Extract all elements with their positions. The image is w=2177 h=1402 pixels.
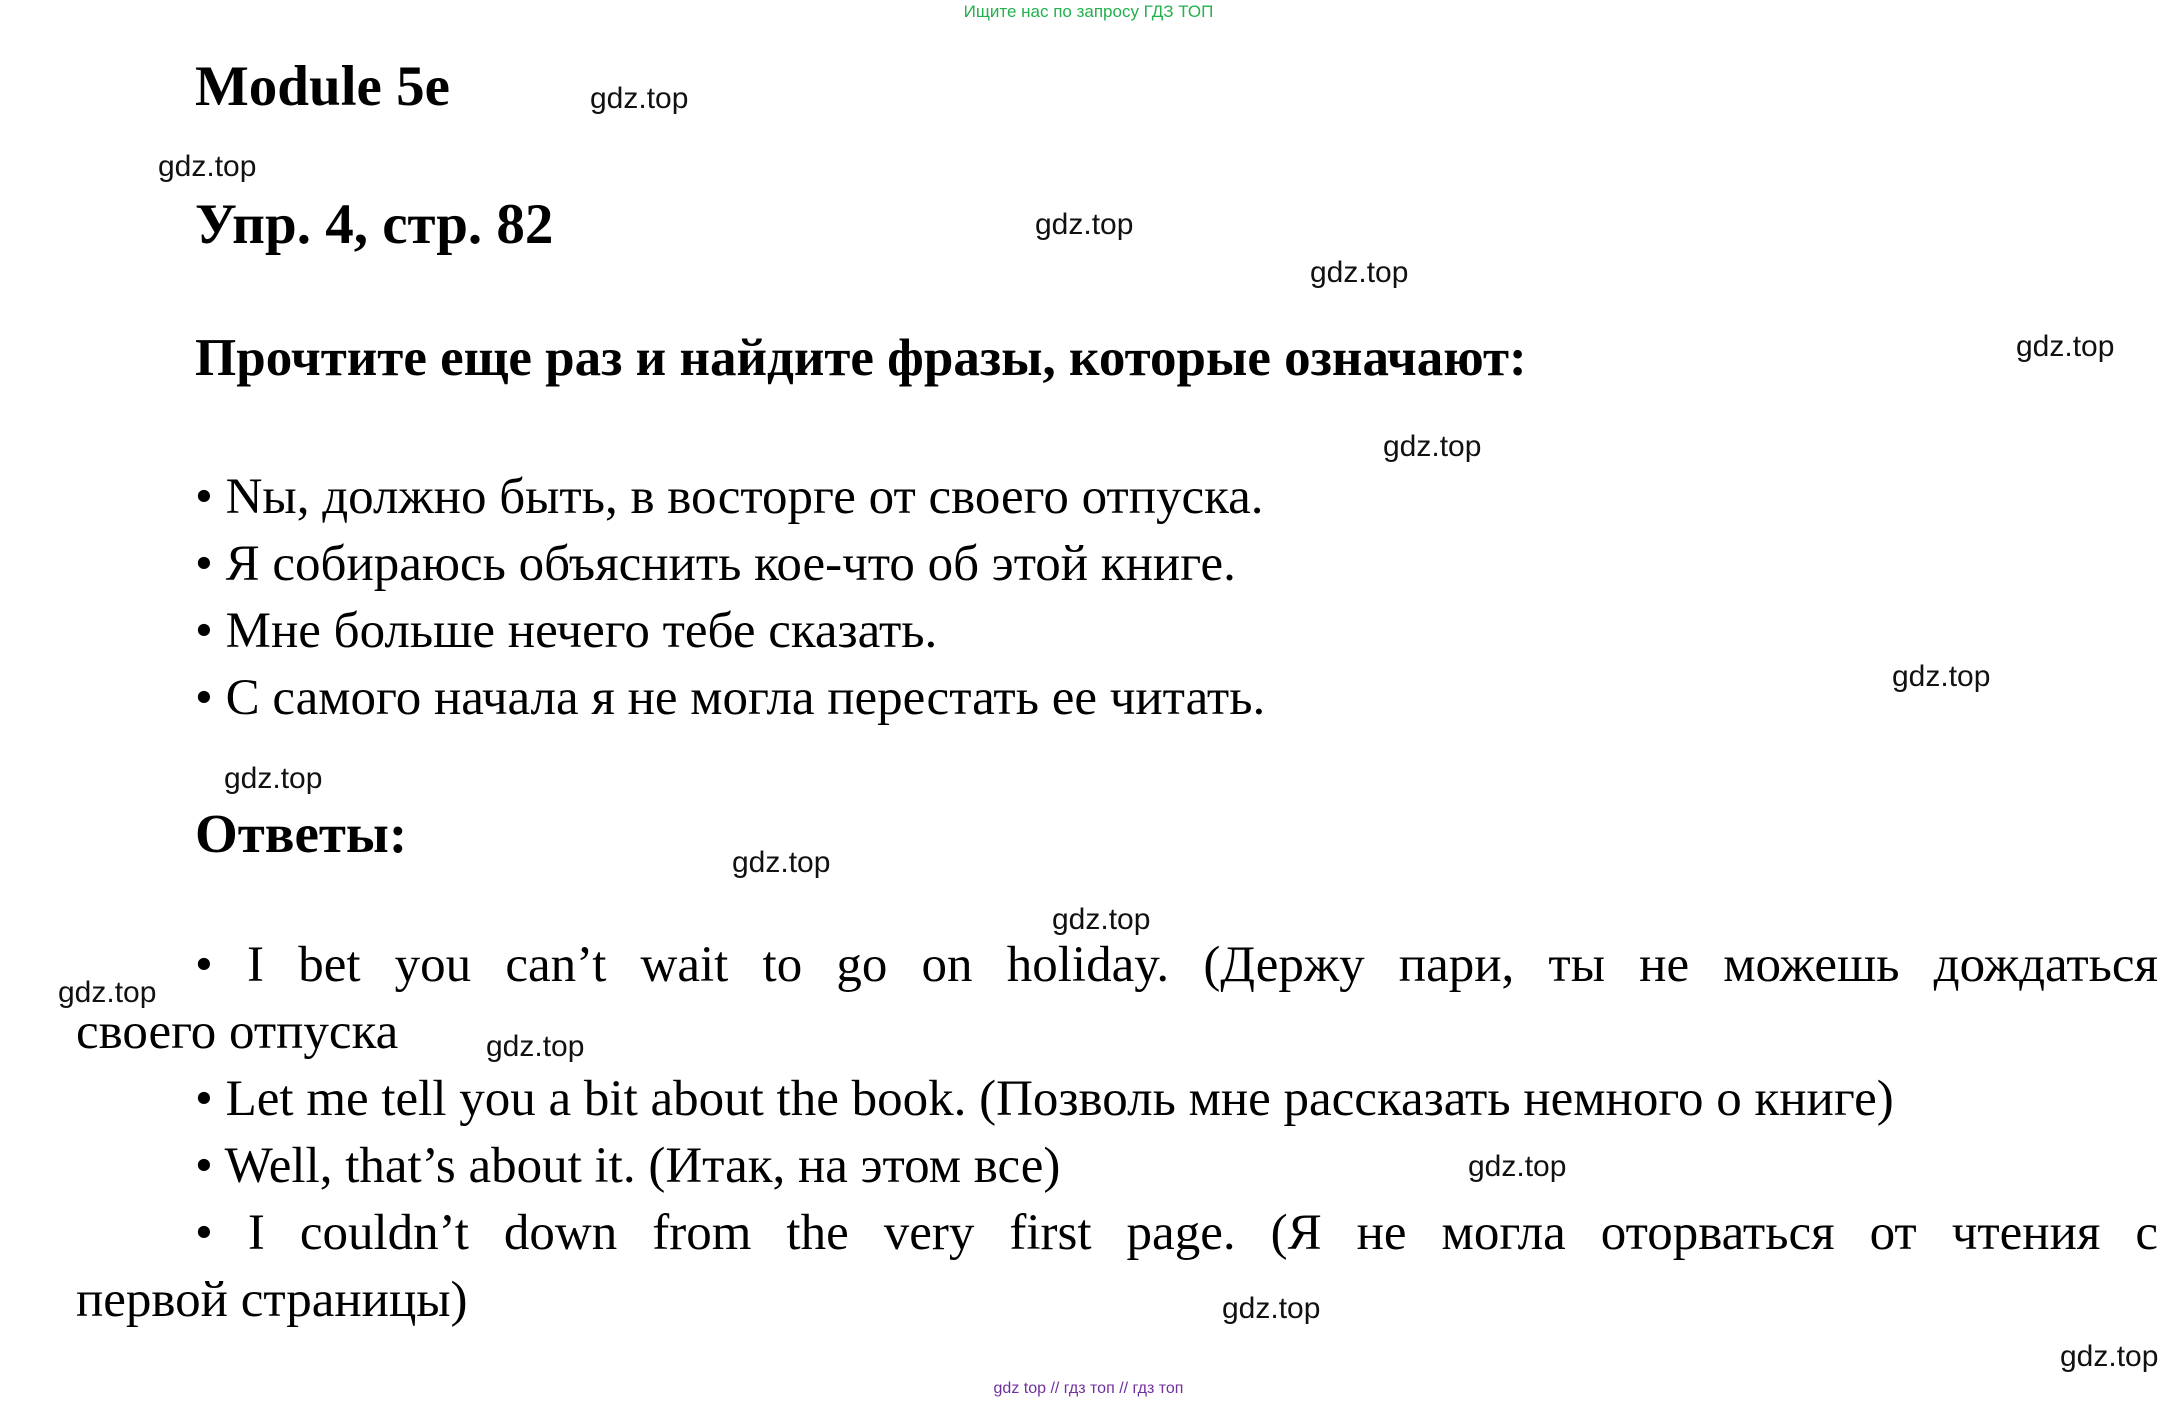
answer-line: • Well, that’s about it. (Итак, на этом все) (195, 1138, 1061, 1194)
answer-item (76, 1133, 2158, 1200)
answer-item (76, 1066, 2158, 1133)
watermark: gdz.top (590, 82, 689, 115)
answer-continuation: первой страницы) (76, 1272, 468, 1328)
watermark: gdz.top (158, 150, 257, 183)
watermark: gdz.top (732, 846, 831, 879)
exercise-title: Упр. 4, стр. 82 (195, 193, 554, 256)
watermark: gdz.top (2016, 330, 2115, 363)
task-instruction: Прочтите еще раз и найдите фразы, которые означают: (195, 329, 1527, 387)
top-banner: Ищите нас по запросу ГДЗ ТОП (963, 2, 1214, 21)
question-list (195, 464, 1265, 732)
watermark: gdz.top (1222, 1292, 1321, 1325)
watermark: gdz.top (1052, 903, 1151, 936)
question-item: • Я собираюсь объяснить кое-что об этой книге. (195, 536, 1236, 592)
watermark: gdz.top (224, 762, 323, 795)
answer-line: • Let me tell you a bit about the book. (Позволь мне рассказать немного о книге) (195, 1071, 1894, 1127)
watermark: gdz.top (2060, 1340, 2159, 1373)
answer-continuation: своего отпуска (76, 1004, 399, 1060)
watermark: gdz.top (1310, 256, 1409, 289)
question-item: • С самого начала я не могла перестать ее читать. (195, 670, 1266, 726)
answers-heading: Ответы: (195, 803, 408, 864)
question-item: • Nы, должно быть, в восторге от своего отпуска. (195, 469, 1264, 525)
question-item: • Мне больше нечего тебе сказать. (195, 603, 938, 659)
answer-line: • I couldn’t down from the very first page. (Я не могла оторваться от чтения с (195, 1205, 2158, 1261)
watermark: gdz.top (1035, 208, 1134, 241)
module-title: Module 5e (195, 55, 450, 118)
watermark: gdz.top (58, 976, 157, 1009)
watermark: gdz.top (1468, 1150, 1567, 1183)
watermark: gdz.top (1892, 660, 1991, 693)
answer-item (76, 1200, 2158, 1334)
watermark: gdz.top (486, 1030, 585, 1063)
watermark: gdz.top (1383, 430, 1482, 463)
answer-item (76, 932, 2158, 1066)
footer-links: gdz top // гдз топ // гдз топ (993, 1380, 1184, 1397)
answer-line: • I bet you can’t wait to go on holiday. (Держу пари, ты не можешь дождаться (195, 937, 2158, 993)
